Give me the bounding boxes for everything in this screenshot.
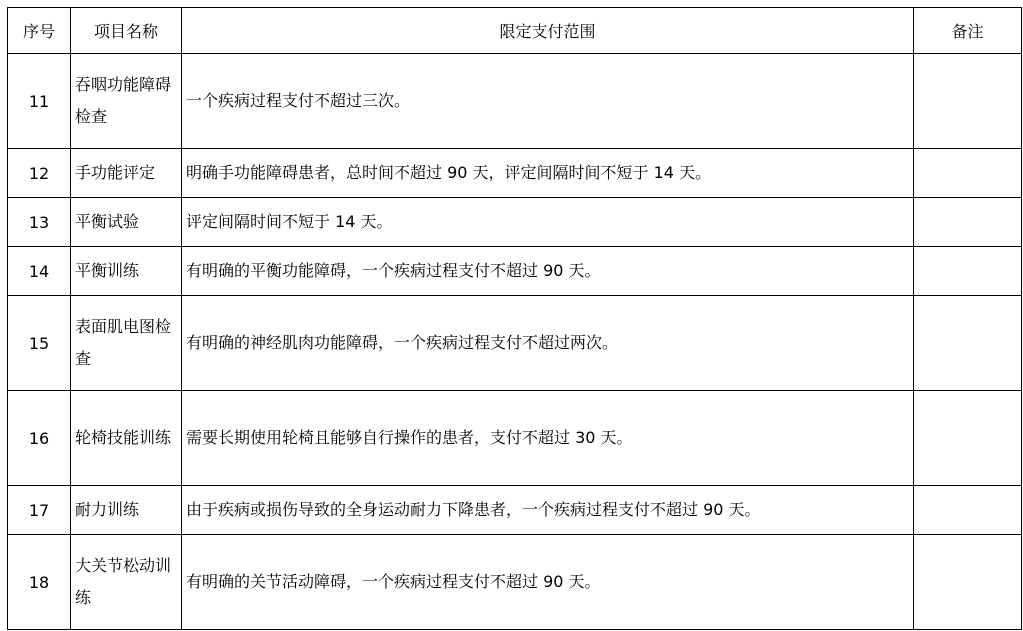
row-scope: 需要长期使用轮椅且能够自行操作的患者，支付不超过 30 天。 xyxy=(182,391,914,486)
row-scope: 明确手功能障碍患者，总时间不超过 90 天，评定间隔时间不短于 14 天。 xyxy=(182,149,914,198)
row-name: 耐力训练 xyxy=(71,486,182,535)
row-name: 轮椅技能训练 xyxy=(71,391,182,486)
table-header-row xyxy=(8,8,1022,54)
row-note xyxy=(914,54,1022,149)
row-scope: 一个疾病过程支付不超过三次。 xyxy=(182,54,914,149)
table-row xyxy=(8,296,1022,391)
row-scope: 有明确的关节活动障碍，一个疾病过程支付不超过 90 天。 xyxy=(182,535,914,630)
row-name: 平衡试验 xyxy=(71,198,182,247)
row-name: 手功能评定 xyxy=(71,149,182,198)
header-name: 项目名称 xyxy=(71,8,182,54)
row-index: 13 xyxy=(8,198,71,247)
table-row xyxy=(8,391,1022,486)
row-index: 15 xyxy=(8,296,71,391)
row-name: 吞咽功能障碍检查 xyxy=(71,54,182,149)
table-row xyxy=(8,198,1022,247)
row-note xyxy=(914,296,1022,391)
payment-scope-table xyxy=(7,7,1022,630)
row-note xyxy=(914,247,1022,296)
row-index: 17 xyxy=(8,486,71,535)
table-row xyxy=(8,486,1022,535)
table-row xyxy=(8,149,1022,198)
row-note xyxy=(914,149,1022,198)
row-name: 表面肌电图检查 xyxy=(71,296,182,391)
row-index: 11 xyxy=(8,54,71,149)
row-name: 大关节松动训练 xyxy=(71,535,182,630)
header-index: 序号 xyxy=(8,8,71,54)
row-name: 平衡训练 xyxy=(71,247,182,296)
row-index: 12 xyxy=(8,149,71,198)
header-scope: 限定支付范围 xyxy=(182,8,914,54)
row-scope: 有明确的神经肌肉功能障碍，一个疾病过程支付不超过两次。 xyxy=(182,296,914,391)
table-row xyxy=(8,535,1022,630)
row-note xyxy=(914,391,1022,486)
row-note xyxy=(914,486,1022,535)
row-index: 18 xyxy=(8,535,71,630)
row-index: 14 xyxy=(8,247,71,296)
row-note xyxy=(914,535,1022,630)
table-row xyxy=(8,54,1022,149)
header-note: 备注 xyxy=(914,8,1022,54)
row-scope: 由于疾病或损伤导致的全身运动耐力下降患者，一个疾病过程支付不超过 90 天。 xyxy=(182,486,914,535)
table-row xyxy=(8,247,1022,296)
row-scope: 评定间隔时间不短于 14 天。 xyxy=(182,198,914,247)
row-scope: 有明确的平衡功能障碍，一个疾病过程支付不超过 90 天。 xyxy=(182,247,914,296)
row-index: 16 xyxy=(8,391,71,486)
row-note xyxy=(914,198,1022,247)
